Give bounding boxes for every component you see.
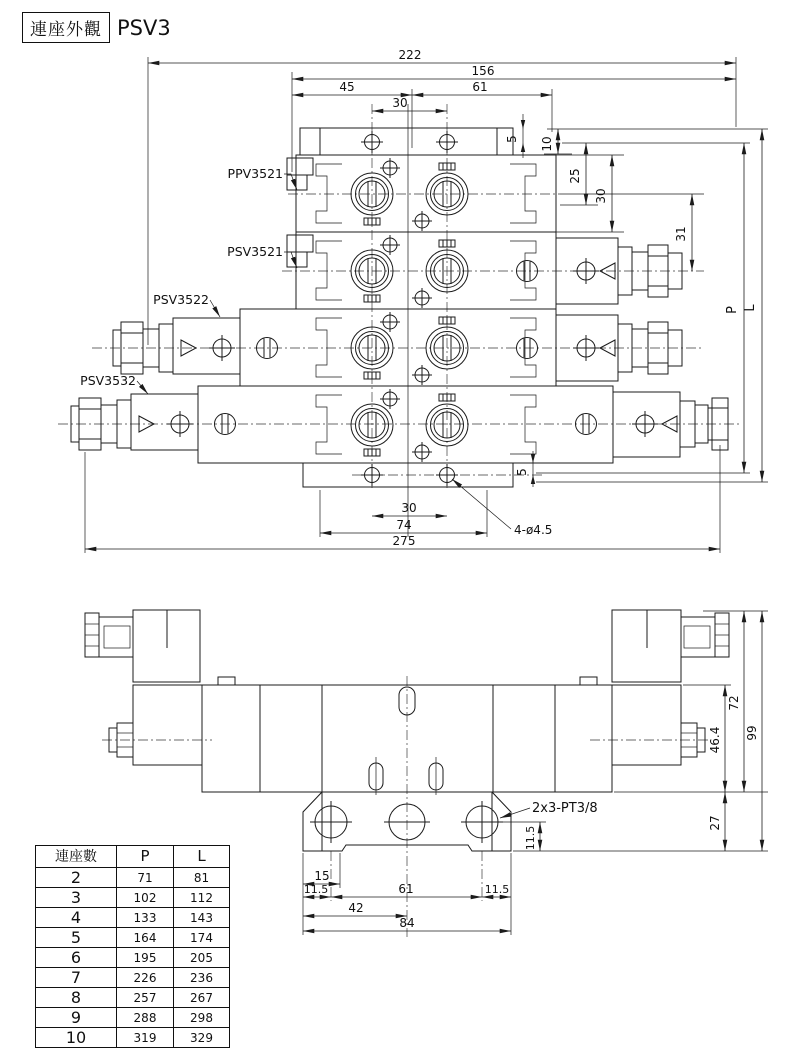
station-count: 5 xyxy=(36,928,117,948)
dim-hole-span-bottom: 30 xyxy=(401,501,417,515)
dim-foot-15: 15 xyxy=(314,869,330,883)
dim-half-42: 42 xyxy=(348,901,364,915)
dim-height-46-4: 46.4 xyxy=(708,726,722,754)
l-value: 236 xyxy=(174,968,230,988)
dim-left-11-5: 11.5 xyxy=(303,883,329,896)
dim-right-offset: 61 xyxy=(472,80,488,94)
l-value: 298 xyxy=(174,1008,230,1028)
dim-left-offset: 45 xyxy=(339,80,355,94)
station-count: 3 xyxy=(36,888,117,908)
l-value: 329 xyxy=(174,1028,230,1048)
table-row xyxy=(36,948,230,968)
l-value: 205 xyxy=(174,948,230,968)
station-count: 2 xyxy=(36,868,117,888)
table-row xyxy=(36,1028,230,1048)
dim-p-ref: P xyxy=(725,306,740,314)
l-value: 143 xyxy=(174,908,230,928)
table-header-row xyxy=(36,846,230,868)
side-view-dimensions xyxy=(303,611,762,931)
dim-edge-10: 10 xyxy=(540,136,554,152)
station-count: 4 xyxy=(36,908,117,928)
part-label-psv3521: PSV3521 xyxy=(227,244,283,259)
p-value: 195 xyxy=(117,948,174,968)
dim-hole-span-top: 30 xyxy=(392,96,408,110)
dim-plate-lip: 5 xyxy=(505,135,519,143)
table-row xyxy=(36,888,230,908)
dim-port-depth-11-5: 11.5 xyxy=(524,825,537,851)
l-value: 112 xyxy=(174,888,230,908)
dim-height-72: 72 xyxy=(727,695,741,711)
dim-pilot-offset: 31 xyxy=(674,226,688,242)
station-count: 8 xyxy=(36,988,117,1008)
table-row xyxy=(36,1008,230,1028)
port-thread-label: 2x3-PT3/8 xyxy=(532,801,598,816)
table-row xyxy=(36,988,230,1008)
dim-slot-span: 74 xyxy=(396,518,412,532)
side-view-extension-lines xyxy=(303,611,768,935)
dim-total-width: 275 xyxy=(392,534,416,548)
part-label-ppv3521: PPV3521 xyxy=(227,166,283,181)
dim-base-84: 84 xyxy=(399,916,415,930)
table-row xyxy=(36,908,230,928)
l-value: 174 xyxy=(174,928,230,948)
part-label-psv3532: PSV3532 xyxy=(80,373,136,388)
dim-overall-width: 222 xyxy=(398,48,422,62)
station-count: 6 xyxy=(36,948,117,968)
header-p: P xyxy=(117,846,174,868)
dim-right-11-5: 11.5 xyxy=(484,883,510,896)
dim-height-99: 99 xyxy=(745,725,759,741)
table-row xyxy=(36,928,230,948)
p-value: 133 xyxy=(117,908,174,928)
dim-port-span-61: 61 xyxy=(398,882,414,896)
p-value: 319 xyxy=(117,1028,174,1048)
station-count: 10 xyxy=(36,1028,117,1048)
top-view-body xyxy=(71,128,728,487)
p-value: 257 xyxy=(117,988,174,1008)
dim-edge-25: 25 xyxy=(568,168,582,184)
dim-pitch-30: 30 xyxy=(594,188,608,204)
title-frame-label: 連座外觀 xyxy=(22,12,110,43)
p-value: 226 xyxy=(117,968,174,988)
title-model: PSV3 xyxy=(117,15,171,40)
dim-height-27: 27 xyxy=(708,815,722,831)
dim-base-lip: 5 xyxy=(515,468,529,476)
l-value: 81 xyxy=(174,868,230,888)
p-value: 102 xyxy=(117,888,174,908)
p-value: 164 xyxy=(117,928,174,948)
p-value: 288 xyxy=(117,1008,174,1028)
table-row xyxy=(36,868,230,888)
station-count: 9 xyxy=(36,1008,117,1028)
header-l: L xyxy=(174,846,230,868)
header-station-count: 連座數 xyxy=(36,846,117,868)
dim-l-ref: L xyxy=(743,304,758,312)
p-value: 71 xyxy=(117,868,174,888)
dim-body-width: 156 xyxy=(471,64,495,78)
l-value: 267 xyxy=(174,988,230,1008)
table-row xyxy=(36,968,230,988)
part-label-psv3522: PSV3522 xyxy=(153,292,209,307)
station-dimension-table xyxy=(35,845,230,1048)
top-view xyxy=(58,48,768,553)
station-count: 7 xyxy=(36,968,117,988)
dim-mount-holes: 4-ø4.5 xyxy=(514,523,553,537)
